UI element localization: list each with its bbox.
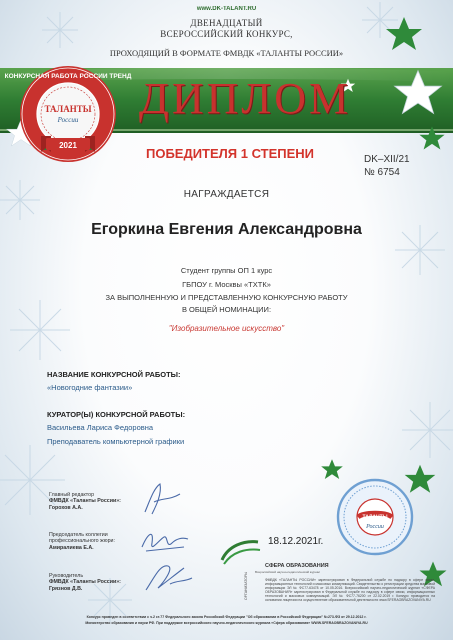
diploma-code: DK–XII/21 (364, 154, 410, 165)
badge-center-sub: России (57, 116, 79, 124)
seal-bottom-text: России (366, 524, 384, 530)
signatory-name: Горохов А.А. (49, 505, 83, 511)
badge-year: 2021 (59, 141, 77, 150)
nomination-label: В ОБЩЕЙ НОМИНАЦИИ: (181, 305, 272, 314)
signatory-role: Руководитель (49, 573, 84, 579)
badge-center-text: ТАЛАНТЫ (44, 104, 92, 114)
signatory-role: Главный редактор (49, 492, 95, 498)
signatory-role: профессионального жюри: (49, 538, 115, 544)
signatory-role: Председатель коллегии (49, 532, 108, 538)
organizers-side-label: ОРГАНИЗАТОРЫ (244, 571, 248, 600)
recipient-group: Студент группы ОП 1 курс (180, 266, 273, 275)
signature-icon (140, 480, 185, 518)
badge-ring-text: КОНКУРСНАЯ РАБОТА РОССИИ ТРЕНД (4, 73, 132, 80)
awarded-label: НАГРАЖДАЕТСЯ (183, 189, 270, 200)
organizer-tagline: Всероссийский научно-педагогический журнал (255, 570, 321, 574)
sfera-logo-icon (218, 536, 262, 566)
award-reason: ЗА ВЫПОЛНЕННУЮ И ПРЕДСТАВЛЕННУЮ КОНКУРСНУЮ РАБОТУ (105, 293, 348, 302)
organizer-name: СФЕРА ОБРАЗОВАНИЯ (265, 563, 329, 569)
star-icon (418, 125, 446, 153)
signatory-role: ФМВДК «Таланты России»: (49, 498, 121, 504)
work-title-value: «Новогодние фантазии» (47, 383, 133, 392)
curator-name: Васильева Лариса Федоровна (47, 423, 154, 432)
diploma-number: № 6754 (364, 167, 400, 178)
diploma-subtitle: ПОБЕДИТЕЛЯ 1 СТЕПЕНИ (145, 146, 315, 161)
header-line-1: ДВЕНАДЦАТЫЙ (190, 18, 263, 28)
signature-icon (140, 560, 195, 596)
recipient-school: ГБПОУ г. Москвы «ТХТК» (182, 280, 271, 289)
signature-icon (138, 525, 190, 557)
diploma-title: ДИПЛОМ (138, 74, 352, 123)
star-icon (384, 15, 424, 55)
curator-role: Преподаватель компьютерной графики (47, 437, 185, 446)
site-url: www.DK-TALANT.RU (196, 6, 257, 12)
seal-top-text: ТАЛАНТЫ (362, 514, 388, 521)
registration-fine-print: ФМВДК «ТАЛАНТЫ РОССИИ» зарегистрирован в Федеральной службе по надзору в сфере связи, информационных технологий и массовых коммуникаций. Свидетельство о регистрации средства массовой информации ЭЛ № ФС77-63478 от 10.05.2016. Всероссийский научно-педагогический журнал «СФЕРА ОБРАЗОВАНИЯ» зарегистрирован в Федеральной службе по надзору в сфере связи, информационных технологий и массовых коммуникаций. ЭЛ № ФС77-76200 от 22.02.2019 г. Конкурс проводится на основании лицензии на осуществление образовательной деятельности www.SFERAOBRAZOVANIYA.RU (265, 578, 436, 602)
signatory-role: ФМВДК «Таланты России»: (49, 579, 121, 585)
recipient-name: Егоркина Евгения Александровна (91, 221, 362, 238)
signatory-name: Грязнов Д.В. (49, 586, 83, 592)
official-seal (336, 478, 414, 556)
nomination-value: "Изобразительное искусство" (168, 324, 285, 333)
star-icon (392, 68, 444, 120)
support-footer: Министерство образования и науки РФ. При поддержке всероссийского научно-педагогического журнала «Сфера образования» WWW.SFERAOBRAZOVANIYA.RU (85, 621, 368, 625)
issue-date: 18.12.2021г. (268, 536, 324, 547)
curator-label: КУРАТОР(Ы) КОНКУРСНОЙ РАБОТЫ: (47, 410, 186, 419)
signatory-name: Амиралиева Е.А. (49, 545, 94, 551)
work-title-label: НАЗВАНИЕ КОНКУРСНОЙ РАБОТЫ: (47, 370, 181, 379)
legal-footer: Конкурс проведен в соответствии с ч.2 ст.77 Федерального закона Российской Федерации "Об образовании в Российской Федерации" №273-ФЗ от 29.12.2012 г. (86, 615, 367, 619)
header-line-2: ВСЕРОССИЙСКИЙ КОНКУРС, (160, 29, 293, 39)
contest-badge (4, 64, 132, 164)
header-line-3: ПРОХОДЯЩИЙ В ФОРМАТЕ ФМВДК «ТАЛАНТЫ РОССИИ» (109, 48, 344, 58)
